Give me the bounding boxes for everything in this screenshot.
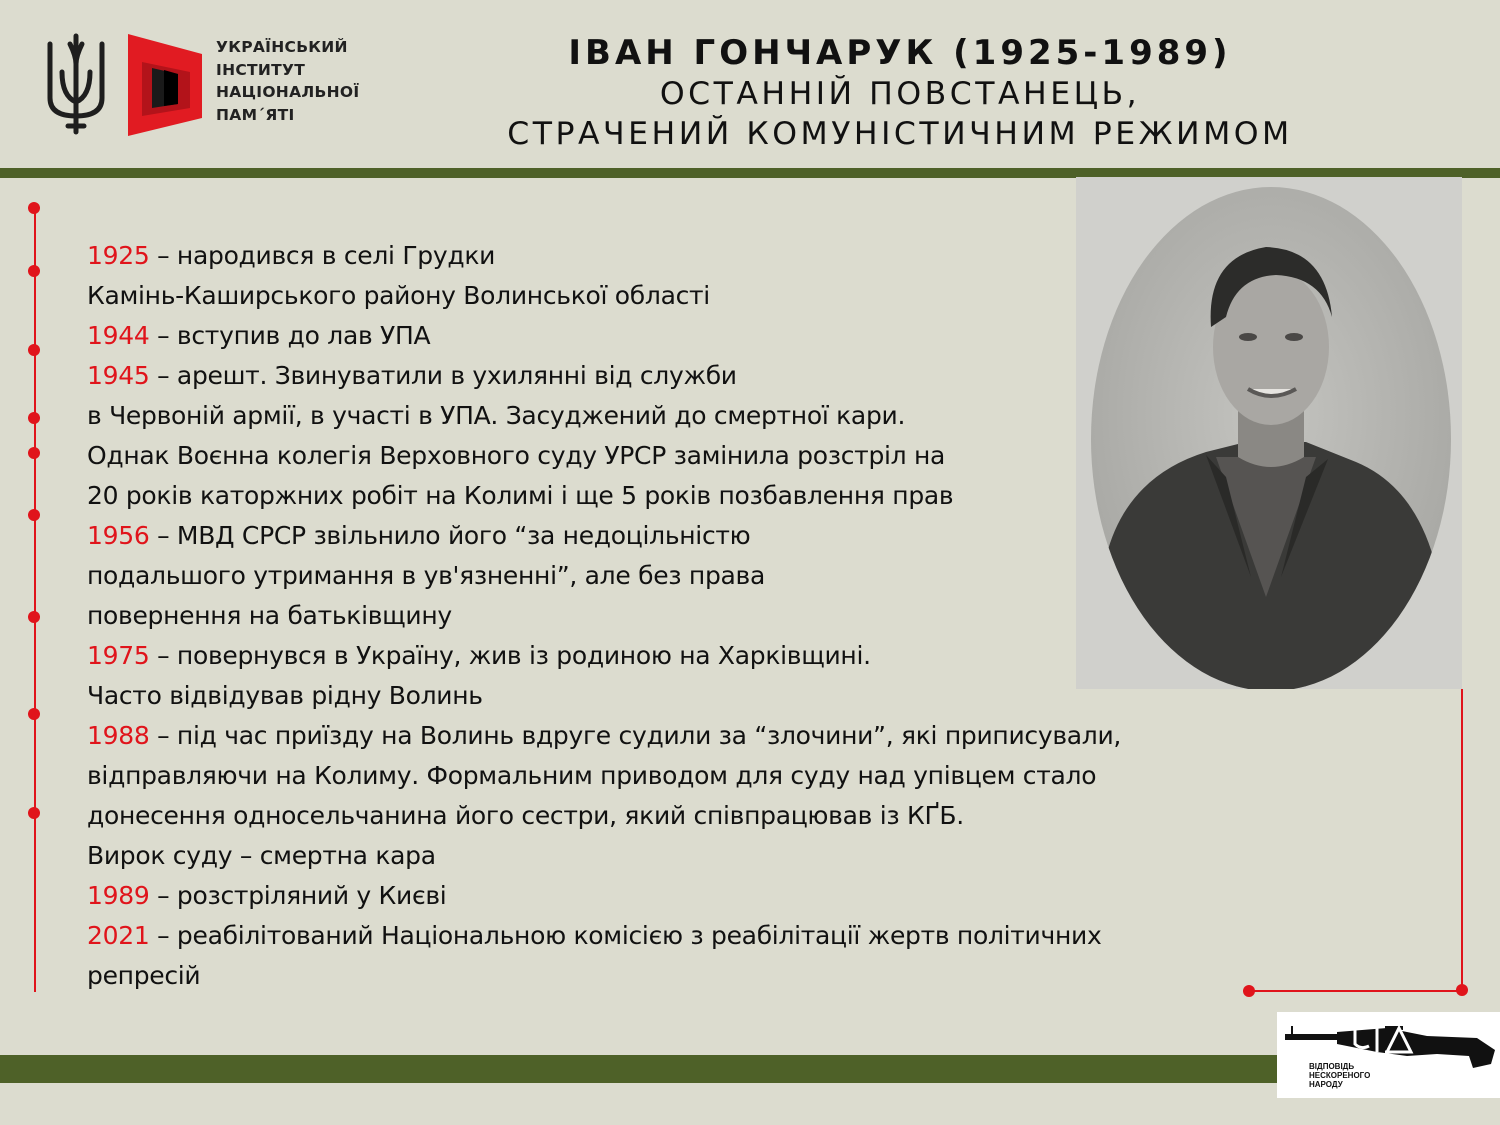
timeline-text: в Червоній армії, в участі в УПА. Засуджений до смертної кари.: [87, 401, 906, 430]
timeline-text: – під час приїзду на Волинь вдруге судили за “злочини”, які приписували,: [149, 721, 1122, 750]
timeline-line: [87, 436, 1267, 476]
page-subtitle-line: СТРАЧЕНИЙ КОМУНІСТИЧНИМ РЕЖИМОМ: [507, 116, 1293, 152]
timeline-line: [87, 596, 1267, 636]
bottom-divider: [0, 1055, 1500, 1083]
upa-logo-line: НАРОДУ: [1309, 1080, 1343, 1089]
timeline-text: Часто відвідував рідну Волинь: [87, 681, 483, 710]
timeline-year: 1975: [87, 641, 150, 670]
timeline-text: подальшого утримання в ув'язненні”, але без права: [87, 561, 766, 590]
institute-name-line: НАЦІОНАЛЬНОЇ: [216, 83, 360, 101]
timeline-text: – розстріляний у Києві: [149, 881, 447, 910]
timeline-year: 1925: [87, 241, 150, 270]
timeline-line: [87, 876, 1267, 916]
timeline-text: 20 років каторжних робіт на Колимі і ще 5 років позбавлення прав: [87, 481, 954, 510]
upa-logo: [1277, 1012, 1500, 1098]
timeline-year: 1989: [87, 881, 150, 910]
timeline-line: [87, 276, 1267, 316]
timeline-line: [87, 956, 1267, 996]
timeline-year: 2021: [87, 921, 150, 950]
header: [0, 0, 1500, 168]
timeline-text: – вступив до лав УПА: [149, 321, 431, 350]
timeline-line: [87, 716, 1267, 756]
timeline-text: донесення односельчанина його сестри, який співпрацював із КҐБ.: [87, 801, 964, 830]
upa-logo-line: ВІДПОВІДЬ: [1309, 1062, 1355, 1071]
timeline-year: 1956: [87, 521, 150, 550]
timeline-line: [87, 556, 1267, 596]
uinp-logo-mark: [124, 28, 206, 136]
timeline-line: [87, 836, 1267, 876]
title-block: [470, 32, 1330, 154]
timeline-line: [87, 756, 1267, 796]
timeline-line: [87, 636, 1267, 676]
timeline-year: 1988: [87, 721, 150, 750]
timeline-line: [87, 316, 1267, 356]
timeline-text: – реабілітований Національною комісією з реабілітації жертв політичних: [149, 921, 1102, 950]
timeline-text: – МВД СРСР звільнило його “за недоцільністю: [149, 521, 751, 550]
upa-logo-line: НЕСКОРЕНОГО: [1309, 1071, 1371, 1080]
timeline-line: [87, 396, 1267, 436]
timeline-line: [87, 476, 1267, 516]
timeline-text: – арешт. Звинуватили в ухилянні від служби: [149, 361, 737, 390]
timeline-year: 1945: [87, 361, 150, 390]
timeline-text: – народився в селі Грудки: [149, 241, 496, 270]
institute-name-line: ПАМ´ЯТІ: [216, 105, 295, 124]
timeline-line: [87, 916, 1267, 956]
timeline-line: [87, 796, 1267, 836]
timeline-text: відправляючи на Колиму. Формальним приводом для суду над упівцем стало: [87, 761, 1097, 790]
timeline-line: [87, 676, 1267, 716]
upa-logo-text: [1309, 1062, 1370, 1089]
institute-name: [216, 36, 359, 126]
institute-name-line: ІНСТИТУТ: [216, 60, 306, 79]
page-subtitle-line: ОСТАННІЙ ПОВСТАНЕЦЬ,: [659, 76, 1141, 112]
timeline-line: [87, 516, 1267, 556]
timeline-text: Камінь-Каширського району Волинської області: [87, 281, 710, 310]
page-title: ІВАН ГОНЧАРУК (1925-1989): [568, 33, 1232, 73]
institute-name-line: УКРАЇНСЬКИЙ: [216, 38, 348, 56]
timeline-text: – повернувся в Україну, жив із родиною на Харківщині.: [149, 641, 871, 670]
timeline-text: репресій: [87, 961, 201, 990]
timeline-line: [87, 356, 1267, 396]
trident-icon: [40, 32, 112, 136]
timeline-line: [87, 236, 1267, 276]
timeline-text: повернення на батьківщину: [87, 601, 452, 630]
timeline-text: Однак Воєнна колегія Верховного суду УРСР замінила розстріл на: [87, 441, 946, 470]
timeline-year: 1944: [87, 321, 150, 350]
biography-timeline: [87, 236, 1267, 996]
timeline-text: Вирок суду – смертна кара: [87, 841, 436, 870]
